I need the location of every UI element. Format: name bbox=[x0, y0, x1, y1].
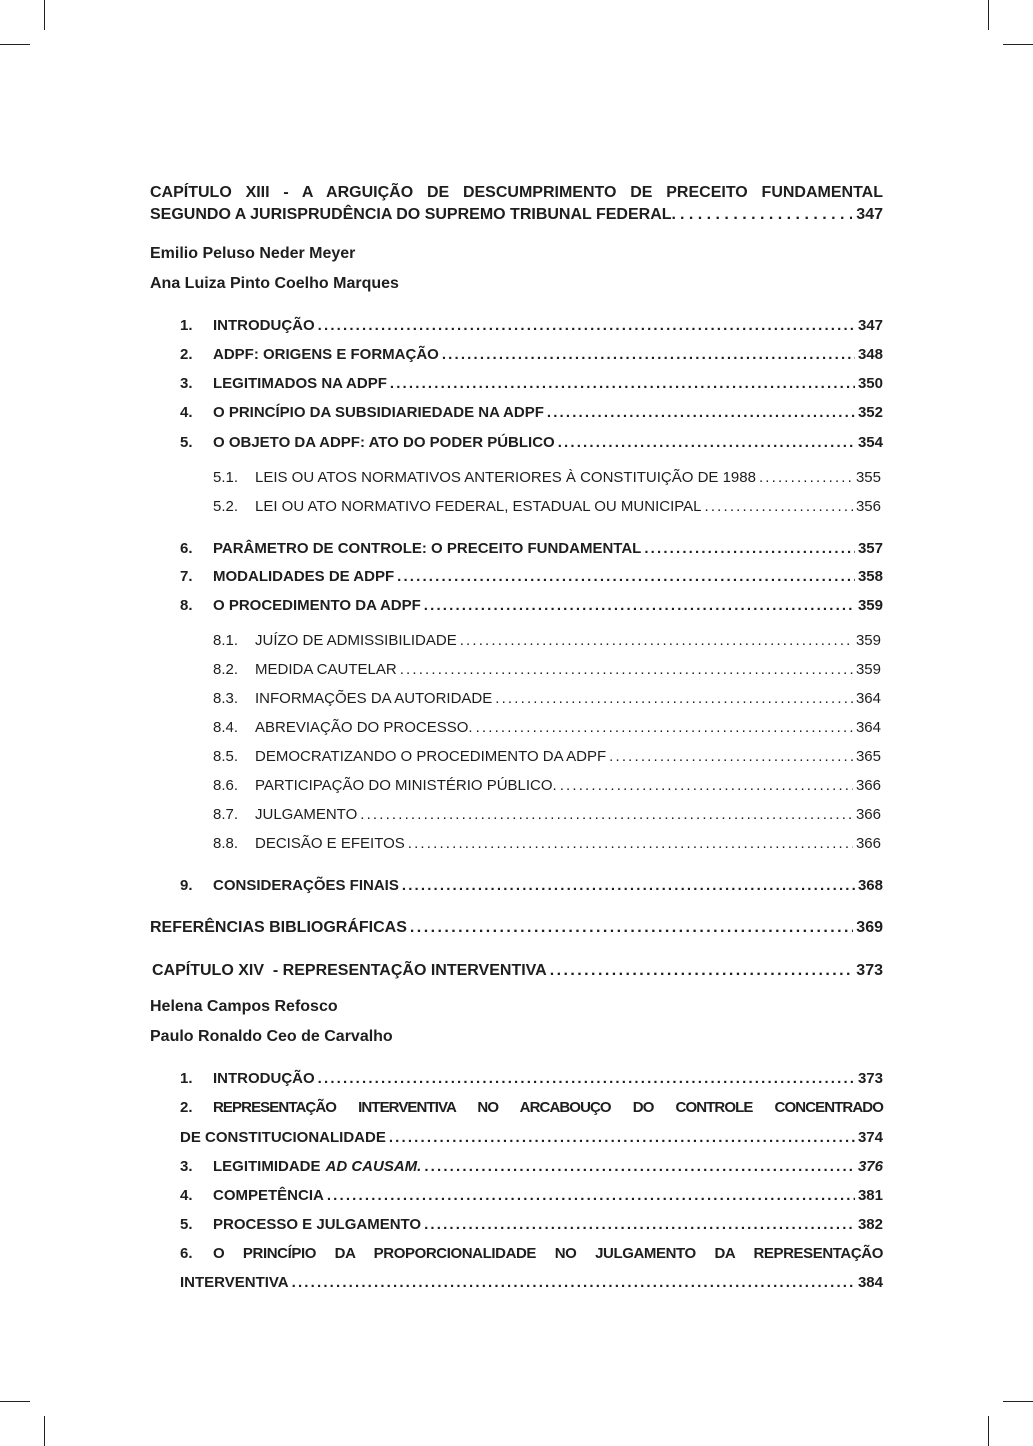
toc-entry-number: 5. bbox=[180, 434, 193, 451]
toc-entry-label: LEI OU ATO NORMATIVO FEDERAL, ESTADUAL OU MUNICIPAL bbox=[255, 498, 702, 515]
toc-entry[interactable] bbox=[180, 1216, 883, 1233]
toc-subentry[interactable] bbox=[213, 632, 881, 649]
leader-dots bbox=[318, 317, 855, 334]
toc-entry-label: MEDIDA CAUTELAR bbox=[255, 661, 397, 678]
toc-entry-label: LEIS OU ATOS NORMATIVOS ANTERIORES À CONSTITUIÇÃO DE 1988 bbox=[255, 469, 756, 486]
toc-entry-page: 365 bbox=[855, 748, 881, 765]
toc-entry-number: 6. bbox=[180, 1245, 193, 1262]
references-label: REFERÊNCIAS BIBLIOGRÁFICAS bbox=[150, 919, 407, 936]
toc-subentry[interactable] bbox=[213, 719, 881, 736]
leader-dots bbox=[476, 719, 853, 736]
toc-entry[interactable] bbox=[180, 404, 883, 421]
toc-entry[interactable] bbox=[180, 1099, 883, 1116]
toc-entry-label: CONSIDERAÇÕES FINAIS bbox=[213, 877, 399, 894]
references-entry[interactable] bbox=[150, 919, 883, 937]
toc-entry-label: INTERVENTIVA bbox=[180, 1274, 289, 1291]
toc-entry-page: 347 bbox=[857, 317, 883, 334]
toc-entry-label: REPRESENTAÇÃO INTERVENTIVA NO ARCABOUÇO DO CONTROLE CONCENTRADO bbox=[213, 1099, 883, 1116]
toc-entry-label: PROCESSO E JULGAMENTO bbox=[213, 1216, 422, 1233]
crop-mark bbox=[44, 0, 45, 30]
toc-entry-label: PARÂMETRO DE CONTROLE: O PRECEITO FUNDAMENTAL bbox=[213, 540, 642, 557]
toc-entry-page: 350 bbox=[857, 375, 883, 392]
chapter-13-heading bbox=[150, 184, 883, 224]
toc-subentry[interactable] bbox=[213, 498, 881, 515]
toc-entry-label: DE CONSTITUCIONALIDADE bbox=[180, 1129, 386, 1146]
toc-subentry[interactable] bbox=[213, 748, 881, 765]
leader-dots bbox=[680, 206, 852, 224]
toc-entry-number: 5.2. bbox=[213, 498, 239, 515]
crop-mark bbox=[44, 1416, 45, 1446]
leader-dots bbox=[759, 469, 853, 486]
toc-entry-label: JUÍZO DE ADMISSIBILIDADE bbox=[255, 632, 457, 649]
toc-entry[interactable] bbox=[180, 346, 883, 363]
toc-entry[interactable] bbox=[180, 540, 883, 557]
toc-entry-page: 358 bbox=[857, 568, 883, 585]
toc-entry-page: 352 bbox=[857, 404, 883, 421]
toc-entry-number: 4. bbox=[180, 404, 193, 421]
toc-entry-number: 8. bbox=[180, 597, 193, 614]
toc-entry-page: 366 bbox=[855, 835, 881, 852]
toc-entry-number: 9. bbox=[180, 877, 193, 894]
chapter-13-title-line1: CAPÍTULO XIII - A ARGUIÇÃO DE DESCUMPRIMENTO DE PRECEITO FUNDAMENTAL bbox=[150, 184, 883, 201]
toc-entry-label: O PRINCÍPIO DA PROPORCIONALIDADE NO JULGAMENTO DA REPRESENTAÇÃO bbox=[213, 1245, 883, 1262]
toc-entry[interactable] bbox=[180, 1187, 883, 1204]
toc-entry-page: 364 bbox=[855, 719, 881, 736]
toc-entry-label: COMPETÊNCIA bbox=[213, 1187, 324, 1204]
toc-entry[interactable] bbox=[180, 375, 883, 392]
toc-entry-number: 5. bbox=[180, 1216, 193, 1233]
leader-dots bbox=[424, 1158, 855, 1175]
toc-entry-label: DEMOCRATIZANDO O PROCEDIMENTO DA ADPF bbox=[255, 748, 607, 765]
chapter-14-author-1: Helena Campos Refosco bbox=[150, 998, 338, 1015]
crop-mark bbox=[1003, 1401, 1033, 1402]
toc-subentry[interactable] bbox=[213, 690, 881, 707]
toc-entry-number: 8.2. bbox=[213, 661, 239, 678]
leader-dots bbox=[550, 962, 854, 980]
toc-entry-page: 355 bbox=[855, 469, 881, 486]
leader-dots bbox=[410, 919, 853, 937]
toc-subentry[interactable] bbox=[213, 777, 881, 794]
toc-entry-label: O PRINCÍPIO DA SUBSIDIARIEDADE NA ADPF bbox=[213, 404, 544, 421]
leader-dots bbox=[442, 346, 855, 363]
toc-entry-page: 384 bbox=[857, 1274, 883, 1291]
toc-entry-page: 366 bbox=[855, 777, 881, 794]
leader-dots bbox=[424, 597, 855, 614]
toc-entry[interactable] bbox=[180, 877, 883, 894]
toc-entry-label: INFORMAÇÕES DA AUTORIDADE bbox=[255, 690, 493, 707]
leader-dots bbox=[389, 1129, 855, 1146]
toc-entry-number: 3. bbox=[180, 1158, 193, 1175]
references-page: 369 bbox=[856, 919, 883, 936]
toc-entry-number: 6. bbox=[180, 540, 193, 557]
toc-subentry[interactable] bbox=[213, 661, 881, 678]
leader-dots bbox=[424, 1216, 855, 1233]
chapter-13-author-1: Emilio Peluso Neder Meyer bbox=[150, 245, 356, 262]
leader-dots bbox=[644, 540, 855, 557]
toc-entry-number: 3. bbox=[180, 375, 193, 392]
crop-mark bbox=[0, 44, 30, 45]
toc-entry-number: 1. bbox=[180, 1070, 193, 1087]
crop-mark bbox=[0, 1401, 30, 1402]
chapter-14-author-2: Paulo Ronaldo Ceo de Carvalho bbox=[150, 1028, 393, 1045]
toc-subentry[interactable] bbox=[213, 835, 881, 852]
toc-entry-number: 8.7. bbox=[213, 806, 239, 823]
leader-dots bbox=[609, 748, 853, 765]
leader-dots bbox=[360, 806, 853, 823]
toc-entry-number: 8.3. bbox=[213, 690, 239, 707]
toc-entry-number: 7. bbox=[180, 568, 193, 585]
toc-entry-number: 2. bbox=[180, 346, 193, 363]
toc-entry-page: 373 bbox=[857, 1070, 883, 1087]
toc-entry-label: DECISÃO E EFEITOS bbox=[255, 835, 405, 852]
toc-entry-page: 359 bbox=[855, 661, 881, 678]
chapter-13-title-line2: SEGUNDO A JURISPRUDÊNCIA DO SUPREMO TRIBUNAL FEDERAL. bbox=[150, 206, 676, 223]
toc-entry[interactable] bbox=[180, 1070, 883, 1087]
toc-entry-label: PARTICIPAÇÃO DO MINISTÉRIO PÚBLICO. bbox=[255, 777, 557, 794]
leader-dots bbox=[495, 690, 853, 707]
toc-entry-label: O OBJETO DA ADPF: ATO DO PODER PÚBLICO bbox=[213, 434, 555, 451]
toc-entry-label: LEGITIMIDADE bbox=[213, 1158, 321, 1175]
toc-entry-number: 5.1. bbox=[213, 469, 239, 486]
toc-entry[interactable] bbox=[180, 568, 883, 585]
toc-entry-page: 356 bbox=[855, 498, 881, 515]
toc-subentry[interactable] bbox=[213, 806, 881, 823]
toc-entry-number: 8.6. bbox=[213, 777, 239, 794]
toc-entry-label: JULGAMENTO bbox=[255, 806, 358, 823]
toc-entry-label: INTRODUÇÃO bbox=[213, 1070, 315, 1087]
toc-entry-label: ADPF: ORIGENS E FORMAÇÃO bbox=[213, 346, 439, 363]
toc-entry[interactable] bbox=[180, 434, 883, 451]
leader-dots bbox=[400, 661, 853, 678]
crop-mark bbox=[1003, 44, 1033, 45]
crop-mark bbox=[988, 0, 989, 30]
toc-entry[interactable] bbox=[180, 1245, 883, 1262]
leader-dots bbox=[704, 498, 852, 515]
toc-entry-number: 8.1. bbox=[213, 632, 239, 649]
toc-entry[interactable] bbox=[180, 317, 883, 334]
toc-entry-label: ABREVIAÇÃO DO PROCESSO. bbox=[255, 719, 473, 736]
toc-entry-label: O PROCEDIMENTO DA ADPF bbox=[213, 597, 421, 614]
chapter-13-author-2: Ana Luiza Pinto Coelho Marques bbox=[150, 275, 399, 292]
chapter-13-page: 347 bbox=[856, 206, 883, 223]
leader-dots bbox=[327, 1187, 855, 1204]
toc-entry-page: 376 bbox=[857, 1158, 883, 1175]
chapter-14-page: 373 bbox=[856, 962, 883, 979]
toc-entry-number: 8.8. bbox=[213, 835, 239, 852]
toc-entry-continuation[interactable] bbox=[180, 1274, 883, 1291]
toc-entry-page: 348 bbox=[857, 346, 883, 363]
toc-entry-number: 8.5. bbox=[213, 748, 239, 765]
toc-entry-page: 359 bbox=[855, 632, 881, 649]
leader-dots bbox=[408, 835, 853, 852]
toc-entry-continuation[interactable] bbox=[180, 1129, 883, 1146]
leader-dots bbox=[402, 877, 855, 894]
leader-dots bbox=[547, 404, 855, 421]
toc-entry-page: 382 bbox=[857, 1216, 883, 1233]
leader-dots bbox=[318, 1070, 855, 1087]
toc-entry-number: 4. bbox=[180, 1187, 193, 1204]
toc-subentry[interactable] bbox=[213, 469, 881, 486]
leader-dots bbox=[292, 1274, 855, 1291]
leader-dots bbox=[397, 568, 855, 585]
toc-entry[interactable] bbox=[180, 597, 883, 614]
chapter-14-heading[interactable] bbox=[152, 962, 883, 980]
toc-entry-number: 2. bbox=[180, 1099, 193, 1116]
toc-entry-page: 368 bbox=[857, 877, 883, 894]
leader-dots bbox=[460, 632, 853, 649]
toc-entry-label: MODALIDADES DE ADPF bbox=[213, 568, 395, 585]
leader-dots bbox=[390, 375, 855, 392]
toc-entry-page: 364 bbox=[855, 690, 881, 707]
leader-dots bbox=[560, 777, 853, 794]
toc-entry-label: LEGITIMADOS NA ADPF bbox=[213, 375, 387, 392]
toc-entry[interactable] bbox=[180, 1158, 883, 1175]
leader-dots bbox=[558, 434, 855, 451]
toc-entry-label-italic: AD CAUSAM. bbox=[325, 1158, 422, 1175]
toc-entry-page: 381 bbox=[857, 1187, 883, 1204]
crop-mark bbox=[988, 1416, 989, 1446]
toc-entry-page: 359 bbox=[857, 597, 883, 614]
toc-entry-label: INTRODUÇÃO bbox=[213, 317, 315, 334]
chapter-14-title: CAPÍTULO XIV - REPRESENTAÇÃO INTERVENTIVA bbox=[152, 962, 547, 979]
toc-entry-number: 1. bbox=[180, 317, 193, 334]
toc-entry-number: 8.4. bbox=[213, 719, 239, 736]
toc-entry-page: 354 bbox=[857, 434, 883, 451]
toc-entry-page: 357 bbox=[857, 540, 883, 557]
toc-entry-page: 366 bbox=[855, 806, 881, 823]
toc-entry-page: 374 bbox=[857, 1129, 883, 1146]
